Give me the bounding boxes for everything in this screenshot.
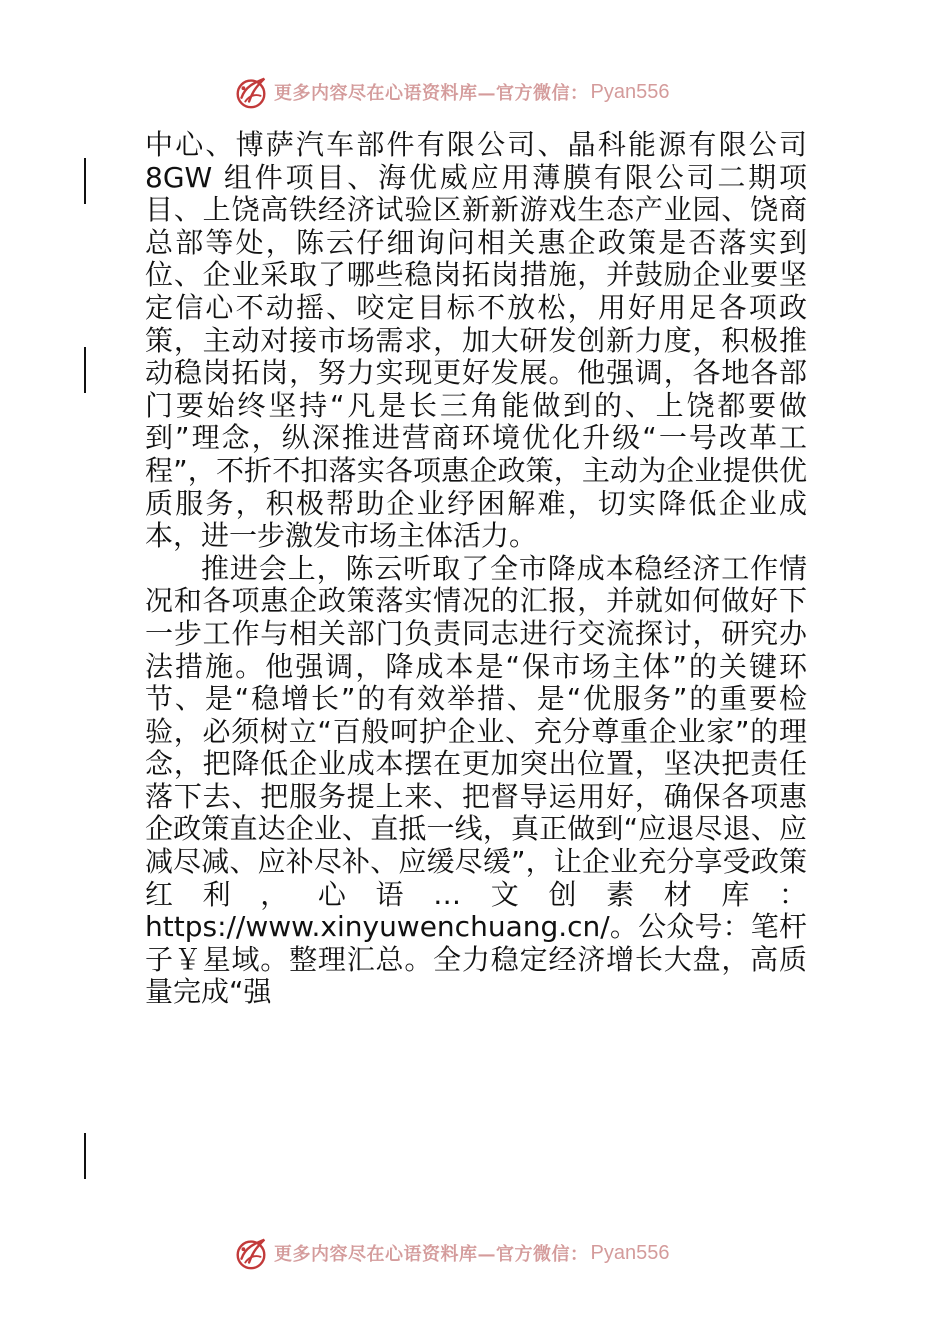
footer-banner-wechat-id: Pyan556 <box>590 1241 670 1264</box>
header-banner-text: 更多内容尽在心语资料库—官方微信： <box>274 83 589 104</box>
brand-logo-icon <box>232 1234 270 1272</box>
header-banner-wechat-id: Pyan556 <box>590 80 670 103</box>
margin-mark <box>84 158 86 204</box>
header-banner <box>232 72 669 112</box>
document-body <box>145 129 807 1009</box>
brand-logo-icon <box>232 73 270 111</box>
footer-banner <box>232 1233 669 1273</box>
margin-mark <box>84 347 86 393</box>
footer-banner-text: 更多内容尽在心语资料库—官方微信： <box>274 1244 589 1265</box>
paragraph: 推进会上，陈云听取了全市降成本稳经济工作情况和各项惠企政策落实情况的汇报，并就如何做好下一步工作与相关部门负责同志进行交流探讨，研究办法措施。他强调，降成本是“保市场主体”的关键环节、是“稳增长”的有效举措、是“优服务”的重要检验，必须树立“百般呵护企业、充分尊重企业家”的理念，把降低企业成本摆在更加突出位置，坚决把责任落下去、把服务提上来、把督导运用好，确保各项惠企政策直达企业、直抵一线，真正做到“应退尽退、应减尽减、应补尽补、应缓尽缓”，让企业充分享受政策红利，心语…文创素材库：https://www.xinyuwenchuang.cn/。公众号：笔杆子￥星域。整理汇总。全力稳定经济增长大盘，高质量完成“强 <box>145 551 807 1009</box>
paragraph: 中心、博萨汽车部件有限公司、晶科能源有限公司8GW 组件项目、海优威应用薄膜有限公司二期项目、上饶高铁经济试验区新新游戏生态产业园、饶商总部等处，陈云仔细询问相关惠企政策是否落实到位、企业采取了哪些稳岗拓岗措施，并鼓励企业要坚定信心不动摇、咬定目标不放松，用好用足各项政策，主动对接市场需求，加大研发创新力度，积极推动稳岗拓岗，努力实现更好发展。他强调，各地各部门要始终坚持“凡是长三角能做到的、上饶都要做到”理念，纵深推进营商环境优化升级“一号改革工程”，不折不扣落实各项惠企政策，主动为企业提供优质服务，积极帮助企业纾困解难，切实降低企业成本，进一步激发市场主体活力。 <box>145 128 807 553</box>
margin-mark <box>84 1133 86 1179</box>
